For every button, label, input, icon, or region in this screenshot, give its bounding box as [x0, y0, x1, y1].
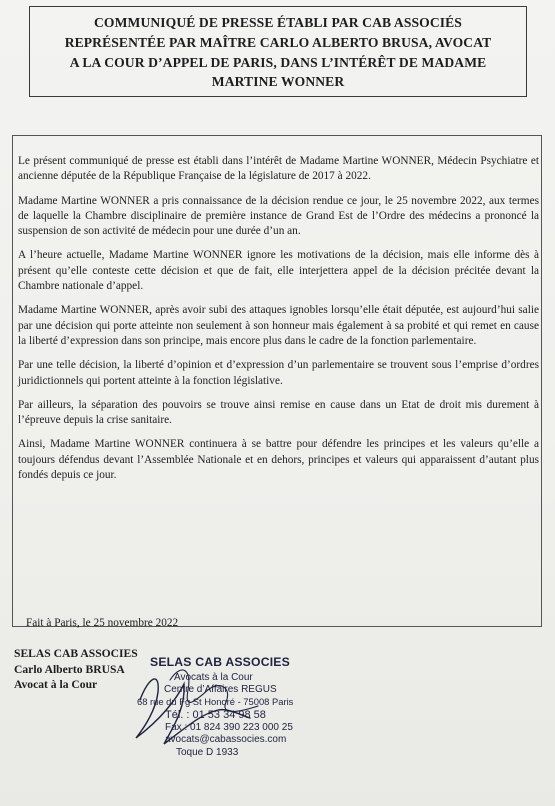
firm-name: SELAS CAB ASSOCIES: [14, 647, 138, 660]
stamp-line: 68 rue du Fg St Honoré - 75008 Paris: [137, 696, 294, 707]
signature-block: [14, 646, 138, 693]
paragraph-4: Madame Martine WONNER, après avoir subi des attaques ignobles lorsqu’elle était députée, est aujourd’hui salie par une décision qui porte atteinte non seulement à son honneur mais également à sa probité et qui remet en cause la liberté d’expression dans son principe, mais encore plus dans le cadre de la fonction parlementaire.: [18, 304, 539, 347]
stamp-line: Toque D 1933: [176, 747, 239, 758]
paragraph-2: Madame Martine WONNER a pris connaissance de la décision rendue ce jour, le 25 novembre 2022, aux termes de laquelle la Chambre disciplinaire de première instance de Grand Est de l’Ordre des médecins a prononcé la suspension de son activité de médecin pour une durée d’un an.: [18, 194, 539, 238]
stamp-line: Fax : 01 824 390 223 000 25: [165, 722, 293, 733]
stamp-line: Tél. : 01 53 34 98 58: [165, 709, 266, 721]
stamp-line: avocats@cabassocies.com: [165, 734, 287, 745]
paragraph-6: Par ailleurs, la séparation des pouvoirs se trouve ainsi remise en cause dans un Etat de droit mis durement à l’épreuve depuis la crise sanitaire.: [18, 398, 539, 427]
press-release-body: [12, 135, 542, 627]
paragraph-3: A l’heure actuelle, Madame Martine WONNER ignore les motivations de la décision, mais elle informe dès à présent qu’elle conteste cette décision et que de fait, elle interjettera appel de la décision précitée devant la Chambre nationale d’appel.: [18, 249, 539, 293]
title-line-2: REPRÉSENTÉE PAR MAÎTRE CARLO ALBERTO BRUSA, AVOCAT: [64, 34, 492, 50]
stamp-line: Avocats à la Cour: [174, 672, 253, 683]
stamp-title: SELAS CAB ASSOCIES: [150, 655, 290, 669]
paragraph-5: Par une telle décision, la liberté d’opinion et d’expression d’un parlementaire se trouvent sous l’emprise d’ordres juridictionnels qui portent atteinte à la fonction législative.: [18, 359, 539, 387]
paragraph-1: Le présent communiqué de presse est établi dans l’intérêt de Madame Martine WONNER, Médecin Psychiatre et ancienne députée de la République Française de la législature de 2017 à 2022.: [18, 155, 539, 183]
lawyer-name: Carlo Alberto BRUSA: [14, 662, 125, 676]
paragraph-7: Ainsi, Madame Martine WONNER continuera à se battre pour défendre les principes et les valeurs qu’elle a toujours défendus devant l’Assemblée Nationale et en dehors, principes et valeurs qui apparaissent d’autant plus fondés depuis ce jour.: [18, 438, 539, 482]
lawyer-role: Avocat à la Cour: [14, 678, 98, 692]
title-line-3: A LA COUR D’APPEL DE PARIS, DANS L’INTÉRÊT DE MADAME: [69, 54, 487, 70]
signoff-date: Fait à Paris, le 25 novembre 2022: [26, 617, 179, 629]
firm-stamp: [137, 655, 320, 765]
title-box: [29, 6, 527, 97]
title-line-1: COMMUNIQUÉ DE PRESSE ÉTABLI PAR CAB ASSOCIÉS: [94, 15, 462, 30]
stamp-line: Centre d’Affaires REGUS: [164, 684, 277, 695]
title-line-4: MARTINE WONNER: [211, 74, 345, 90]
